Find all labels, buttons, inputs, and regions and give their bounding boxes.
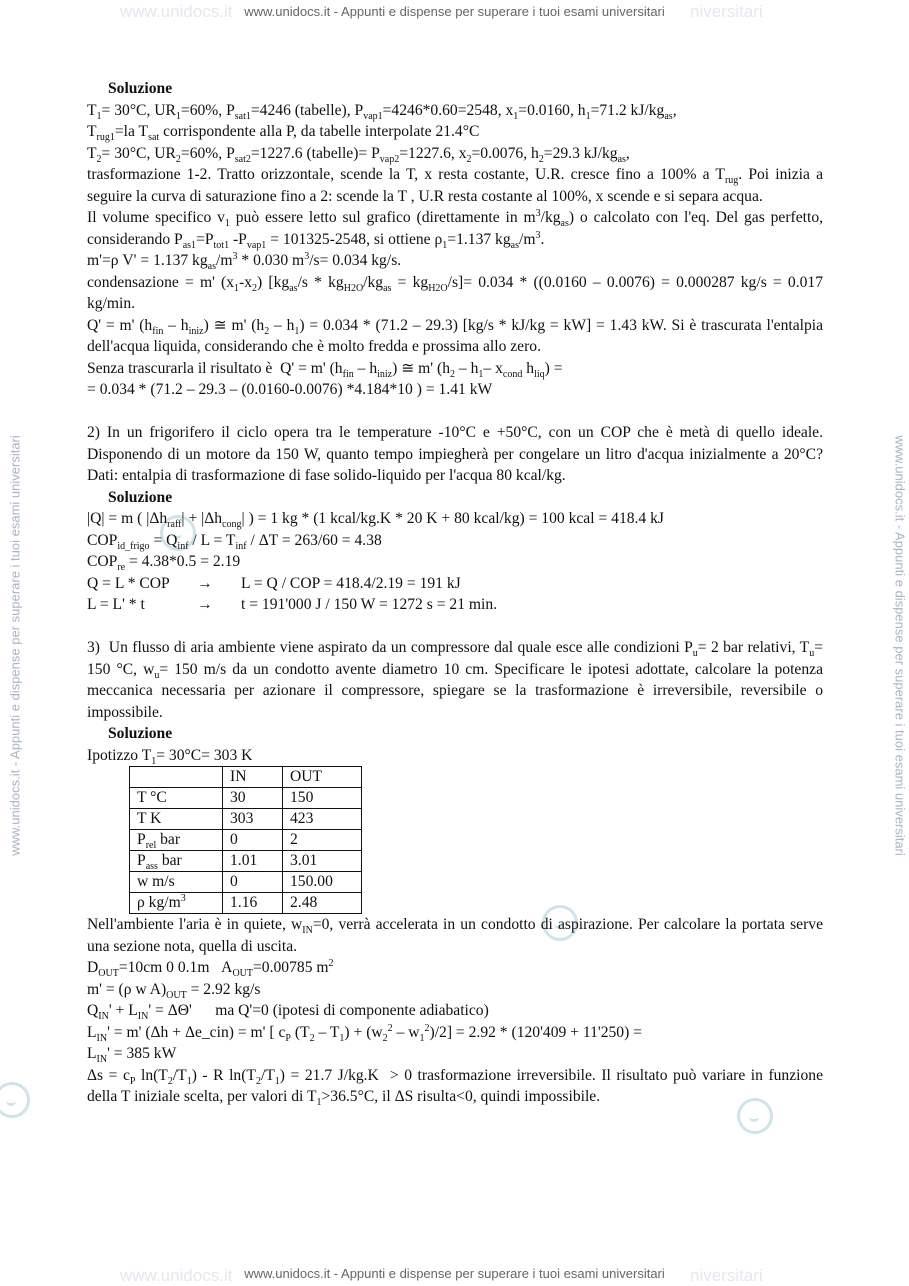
text-paragraph: Il volume specifico $v_1$ può essere letto sul grafico (direttamente in $m^3/kg_{as}$) o calcolato con l'eq. Del gas perfetto, considerando $P_{as1}=P_{tot1}$ $-P_{vap1} = 101325-2548$, si ottiene $\rho_1=1.137$ $kg_{as}/m^3$. — [87, 207, 824, 251]
text-line: Ipotizzo $T_1= 30^\circ C= 303$ K — [87, 746, 253, 767]
table-row: $P_{ass}$ bar 1.01 3.01 — [130, 851, 362, 872]
text-line: $Q_{IN}' + L_{IN}' = \Delta\Theta'$ ma Q'=0 (ipotesi di componente adiabatico) — [87, 1002, 489, 1023]
text-line: Senza trascurarla il risultato è Q' = m' $(h_{fin} - h_{iniz})$ ≅ m' ($h_2 - h_1-$ $x_{cond}$ $h_{liq}$) = — [87, 359, 563, 380]
text-paragraph: condensazione = m' $(x_1-x_2)$ $[kg_{as}/s * kg_{H2O}/kg_{as} = kg_{H2O}/s]= 0.034 * ((0.0160 - 0.0076) = 0.000287$ kg/s = 0.017 kg/min. — [87, 273, 823, 312]
table-row: w m/s 0 150.00 — [130, 872, 362, 893]
text-paragraph: Q' = m' $(h_{fin} - h_{iniz})$ ≅ m' $(h_2 - h_1) = 0.034 * (71.2 - 29.3)$ [kg/s * kJ/kg = kW] = 1.43 kW. Si è trascurata l'entalpia dell'acqua liquida, considerando che è molto fredda e prossima allo zero. — [87, 316, 823, 355]
solution-heading: Soluzione — [108, 725, 173, 742]
ghost-watermark: niversitari — [690, 1266, 763, 1285]
table-row: T °C 30 150 — [130, 788, 362, 809]
table-row: T K 303 423 — [130, 809, 362, 830]
text-line: $T_2= 30^\circ C$, $UR_2=60\%$, $P_{sat2}=1227.6$ (tabelle)= $P_{vap2}=1227.6$, $x_2=0.0076$, $h_2=29.3$ $kJ/kg_{as}$, — [87, 144, 630, 165]
text-line: m' = (ρ w $A)_{OUT} = 2.92$ kg/s — [87, 980, 261, 1001]
solution-heading: Soluzione — [108, 488, 173, 506]
unidocs-logo-icon — [0, 1082, 30, 1118]
text-line: $D_{OUT}=10cm$ 0 0.1m $A_{OUT}=0.00785$ $m^2$ — [87, 957, 334, 980]
side-watermark-left: www.unidocs.it - Appunti e dispense per superare i tuoi esami universitari — [7, 435, 23, 856]
table-row: ρ $kg/m^3$ 1.16 2.48 — [130, 893, 362, 914]
header-watermark: www.unidocs.it - Appunti e dispense per superare i tuoi esami universitari — [244, 4, 665, 19]
text-line: $L_{IN}' = m'$ (Δh + Δe_cin) = m' [ $c_P$ $(T_2 - T_1) + (w_2^2 - w_1^2)/2] = 2.92 * (120'409 + 11'250)$ = — [87, 1022, 642, 1044]
text-line: $T_{rug1}=la$ $T_{sat}$ corrispondente alla P, da tabelle interpolate 21.4°C — [87, 123, 480, 144]
table-header-row: IN OUT — [130, 767, 362, 788]
document-body — [87, 78, 823, 1108]
ghost-watermark: www.unidocs.it — [120, 2, 233, 21]
text-line: $L_{IN}' = 385$ kW — [87, 1045, 177, 1066]
text-line: |Q| = m ( $|\Delta h_{raff}| + |\Delta h_{cong}|$ ) = 1 kg * (1 kcal/kg.K * 20 K + 80 kcal/kg) = 100 kcal = 418.4 kJ — [87, 510, 664, 531]
ghost-watermark: niversitari — [690, 2, 763, 21]
solution-heading: Soluzione — [108, 80, 173, 97]
text-paragraph: $\Delta s = c_P$ $\ln(T_2/T_1)$ - R $\ln(T_2/T_1) = 21.7$ J/kg.K > 0 trasformazione irreversibile. Il risultato può variare in funzione della T iniziale scelta, per valori di $T_1>36.5^\circ C$, il ΔS risulta<0, quindi impossibile. — [87, 1066, 824, 1109]
data-table — [129, 766, 362, 914]
side-watermark-right: www.unidocs.it - Appunti e dispense per superare i tuoi esami universitari — [892, 435, 908, 856]
text-line: = 0.034 * (71.2 – 29.3 – (0.0160-0.0076) *4.184*10 ) = 1.41 kW — [87, 381, 493, 398]
text-line: $COP_{re} = 4.38*0.5 = 2.19$ — [87, 553, 241, 574]
footer-watermark: www.unidocs.it - Appunti e dispense per superare i tuoi esami universitari — [244, 1266, 665, 1281]
question-3: 3) Un flusso di aria ambiente viene aspirato da un compressore dal quale esce alle condizioni $P_u= 2$ bar relativi, $T_u= 150$ °C, $w_u= 150$ m/s da un condotto avente diametro 10 cm. Specificare le ipotesi adottate, calcolare la potenza meccanica necessaria per azionare il compressore, spiegare se la trasformazione è irreversibile, reversibile o impossibile. — [87, 639, 823, 721]
text-paragraph: trasformazione 1-2. Tratto orizzontale, scende la T, x resta costante, U.R. cresce fino a 100% a $T_{rug}$. Poi inizia a seguire la curva di saturazione fino a 2: scende la T , U.R resta costante al 100%, x scende e si separa acqua. — [87, 166, 823, 205]
text-line: $T_1= 30^\circ C$, $UR_1=60\%$, $P_{sat1}=4246$ (tabelle), $P_{vap1}=4246*0.60=2548$, $x_1=0.0160$, $h_1=71.2$ $kJ/kg_{as}$, — [87, 101, 677, 122]
text-line: m'=ρ V' = 1.137 $kg_{as}/m^3 * 0.030$ $m^3/s= 0.034$ kg/s. — [87, 250, 402, 273]
text-line: Q = L * COP → L = Q / COP = 418.4/2.19 = 191 kJ — [87, 574, 461, 592]
text-line: $COP_{id\_frigo} = Q_{inf} / L = T_{inf} / \Delta T = 263/60 = 4.38$ — [87, 531, 382, 552]
table-row: $P_{rel}$ bar 0 2 — [130, 830, 362, 851]
text-line: L = L' * t → t = 191'000 J / 150 W = 1272 s = 21 min. — [87, 596, 498, 613]
ghost-watermark: www.unidocs.it — [120, 1266, 233, 1285]
text-paragraph: Nell'ambiente l'aria è in quiete, $w_{IN}=0$, verrà accelerata in un condotto di aspirazione. Per calcolare la portata serve una sezione nota, quella di uscita. — [87, 916, 824, 955]
question-2: 2) In un frigorifero il ciclo opera tra le temperature -10°C e +50°C, con un COP che è metà di quello ideale. Disponendo di un motore da 150 W, quanto tempo impiegherà per congelare un litro d'acqua inizialmente a 20°C? Dati: entalpia di trasformazione di fase solido-liquido per l'acqua 80 kcal/kg. — [87, 424, 823, 484]
